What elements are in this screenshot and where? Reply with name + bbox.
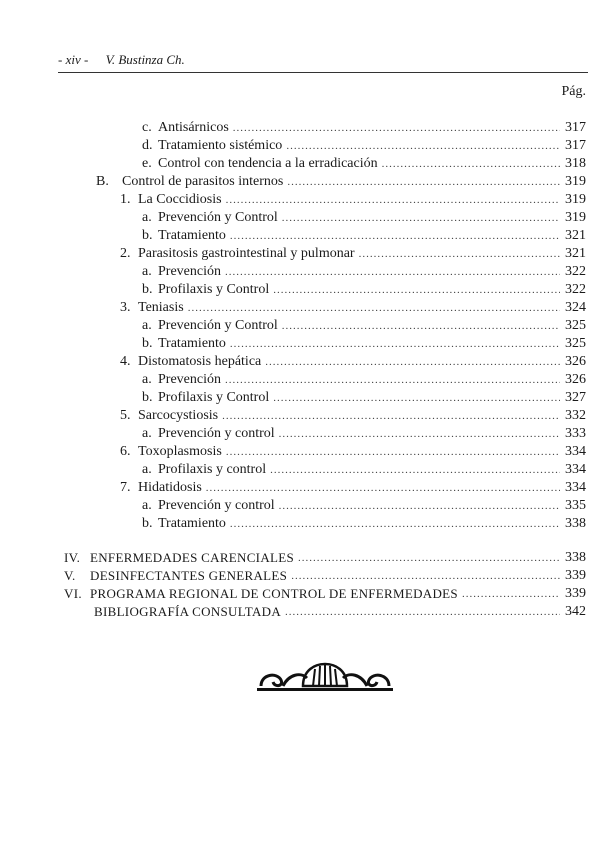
toc-entry[interactable]	[64, 548, 586, 566]
toc-entry-label: Prevención y control	[158, 498, 275, 513]
toc-entry-number: e.	[142, 156, 152, 171]
toc-entry-label: Profilaxis y control	[158, 462, 267, 477]
toc-entry[interactable]	[120, 406, 586, 424]
toc-entry-page: 324	[565, 300, 586, 315]
toc-entry-label: PROGRAMA REGIONAL DE CONTROL DE ENFERMEDADES	[90, 586, 458, 601]
toc-leader-dots	[188, 300, 560, 316]
toc-entry-number: a.	[142, 426, 152, 441]
toc-entry-number: 4.	[120, 354, 131, 369]
toc-entry[interactable]	[142, 496, 586, 514]
toc-entry-label: ENFERMEDADES CARENCIALES	[90, 550, 295, 565]
toc-entry-number: a.	[142, 210, 152, 225]
toc-entry-label: Parasitosis gastrointestinal y pulmonar	[138, 246, 355, 261]
toc-entry-number: 3.	[120, 300, 131, 315]
toc-entry[interactable]	[142, 460, 586, 478]
toc-leader-dots	[265, 354, 560, 370]
toc-entry-label: Profilaxis y Control	[158, 282, 270, 297]
toc-entry-number: 6.	[120, 444, 131, 459]
toc-entry[interactable]	[120, 244, 586, 262]
toc-entry[interactable]	[64, 584, 586, 602]
ornament-flourish-icon	[255, 660, 395, 694]
toc-entry[interactable]	[120, 352, 586, 370]
toc-entry-label: DESINFECTANTES GENERALES	[90, 568, 288, 583]
toc-entry-page: 326	[565, 354, 586, 369]
toc-leader-dots	[226, 444, 560, 460]
toc-entry-number: d.	[142, 138, 153, 153]
toc-entry-label: Antisárnicos	[158, 120, 229, 135]
toc-entry-page: 319	[565, 210, 586, 225]
toc-entry-number: b.	[142, 390, 153, 405]
toc-entry[interactable]	[120, 478, 586, 496]
toc-entry[interactable]	[142, 316, 586, 334]
toc-leader-dots	[382, 156, 560, 172]
toc-entry[interactable]	[142, 334, 586, 352]
header-rule	[58, 72, 588, 73]
toc-leader-dots	[285, 604, 560, 620]
toc-entry-number: b.	[142, 516, 153, 531]
toc-entry-label: Teniasis	[138, 300, 184, 315]
toc-entry-number: 5.	[120, 408, 131, 423]
toc-entry[interactable]	[142, 424, 586, 442]
toc-leader-dots	[273, 282, 560, 298]
toc-entry-label: Hidatidosis	[138, 480, 202, 495]
toc-entry-page: 327	[565, 390, 586, 405]
toc-entry-page: 317	[565, 120, 586, 135]
toc-entry-page: 321	[565, 246, 586, 261]
toc-entry-page: 335	[565, 498, 586, 513]
toc-leader-dots	[282, 210, 560, 226]
toc-entry-page: 322	[565, 264, 586, 279]
toc-entry[interactable]	[142, 208, 586, 226]
running-author: V. Bustinza Ch.	[105, 52, 185, 67]
toc-entry[interactable]	[142, 136, 586, 154]
toc-entry[interactable]	[142, 280, 586, 298]
toc-entry-page: 334	[565, 444, 586, 459]
toc-entry-number: V.	[64, 568, 76, 583]
toc-entry-number: a.	[142, 498, 152, 513]
toc-entry-number: 7.	[120, 480, 131, 495]
toc-entry-label: La Coccidiosis	[138, 192, 222, 207]
page-column-label: Pág.	[561, 84, 586, 99]
toc-entry[interactable]	[94, 602, 586, 620]
toc-leader-dots	[233, 120, 560, 136]
toc-entry[interactable]	[96, 172, 586, 190]
toc-entry-number: a.	[142, 264, 152, 279]
toc-leader-dots	[279, 498, 560, 514]
toc-entry[interactable]	[120, 298, 586, 316]
toc-leader-dots	[279, 426, 560, 442]
toc-entry-number: a.	[142, 462, 152, 477]
toc-entry-label: Distomatosis hepática	[138, 354, 262, 369]
toc-entry-page: 319	[565, 192, 586, 207]
toc-entry-number: a.	[142, 318, 152, 333]
toc-entry-number: 1.	[120, 192, 131, 207]
toc-entry[interactable]	[120, 442, 586, 460]
toc-entry-number: b.	[142, 336, 153, 351]
toc-entry-label: Prevención y Control	[158, 318, 278, 333]
toc-entry[interactable]	[142, 388, 586, 406]
running-header	[58, 52, 185, 68]
toc-entry[interactable]	[142, 262, 586, 280]
toc-entry-page: 318	[565, 156, 586, 171]
toc-entry-page: 334	[565, 462, 586, 477]
toc-entry-number: b.	[142, 282, 153, 297]
toc-entry-page: 333	[565, 426, 586, 441]
toc-entry-page: 321	[565, 228, 586, 243]
toc-entry-page: 332	[565, 408, 586, 423]
toc-leader-dots	[359, 246, 560, 262]
toc-entry-number: VI.	[64, 586, 82, 601]
toc-leader-dots	[270, 462, 560, 478]
toc-entry-page: 322	[565, 282, 586, 297]
toc-leader-dots	[206, 480, 560, 496]
toc-leader-dots	[282, 318, 560, 334]
toc-entry-page: 317	[565, 138, 586, 153]
toc-entry-label: Control de parasitos internos	[122, 174, 284, 189]
toc-entry-label: Tratamiento	[158, 228, 226, 243]
toc-entry-page: 326	[565, 372, 586, 387]
toc-entry[interactable]	[142, 118, 586, 136]
toc-entry-page: 325	[565, 318, 586, 333]
toc-entry-label: Prevención	[158, 264, 221, 279]
toc-entry[interactable]	[64, 566, 586, 584]
toc-leader-dots	[230, 336, 560, 352]
page-folio: - xiv -	[58, 52, 89, 67]
toc-entry-number: 2.	[120, 246, 131, 261]
toc-entry-page: 339	[565, 568, 586, 583]
toc-leader-dots	[230, 228, 560, 244]
toc-leader-dots	[226, 192, 560, 208]
toc-entry-page: 325	[565, 336, 586, 351]
toc-leader-dots	[225, 372, 560, 388]
toc-entry-page: 319	[565, 174, 586, 189]
toc-entry-label: BIBLIOGRAFÍA CONSULTADA	[94, 604, 282, 619]
toc-entry-label: Prevención	[158, 372, 221, 387]
toc-leader-dots	[298, 550, 560, 566]
toc-entry-label: Prevención y Control	[158, 210, 278, 225]
toc-entry-label: Toxoplasmosis	[138, 444, 222, 459]
toc-entry-number: IV.	[64, 550, 81, 565]
toc-leader-dots	[225, 264, 560, 280]
toc-entry[interactable]	[142, 226, 586, 244]
toc-entry-number: c.	[142, 120, 152, 135]
toc-entry-page: 339	[565, 586, 586, 601]
toc-entry[interactable]	[142, 370, 586, 388]
toc-entry-number: B.	[96, 174, 109, 189]
toc-entry-page: 342	[565, 604, 586, 619]
toc-entry-label: Prevención y control	[158, 426, 275, 441]
toc-entry-label: Profilaxis y Control	[158, 390, 270, 405]
toc-entry-page: 338	[565, 516, 586, 531]
toc-entry[interactable]	[142, 514, 586, 532]
toc-entry[interactable]	[142, 154, 586, 172]
toc-entry-label: Tratamiento	[158, 516, 226, 531]
toc-entry-number: b.	[142, 228, 153, 243]
toc-leader-dots	[273, 390, 560, 406]
toc-entry-label: Sarcocystiosis	[138, 408, 219, 423]
toc-leader-dots	[222, 408, 560, 424]
toc-leader-dots	[230, 516, 560, 532]
toc-entry[interactable]	[120, 190, 586, 208]
toc-entry-label: Tratamiento	[158, 336, 226, 351]
toc-entry-page: 334	[565, 480, 586, 495]
toc-leader-dots	[462, 586, 560, 602]
toc-leader-dots	[291, 568, 560, 584]
toc-entry-page: 338	[565, 550, 586, 565]
toc-entry-label: Control con tendencia a la erradicación	[158, 156, 378, 171]
toc-leader-dots	[287, 174, 560, 190]
toc-leader-dots	[286, 138, 560, 154]
toc-entry-number: a.	[142, 372, 152, 387]
toc-entry-label: Tratamiento sistémico	[158, 138, 283, 153]
